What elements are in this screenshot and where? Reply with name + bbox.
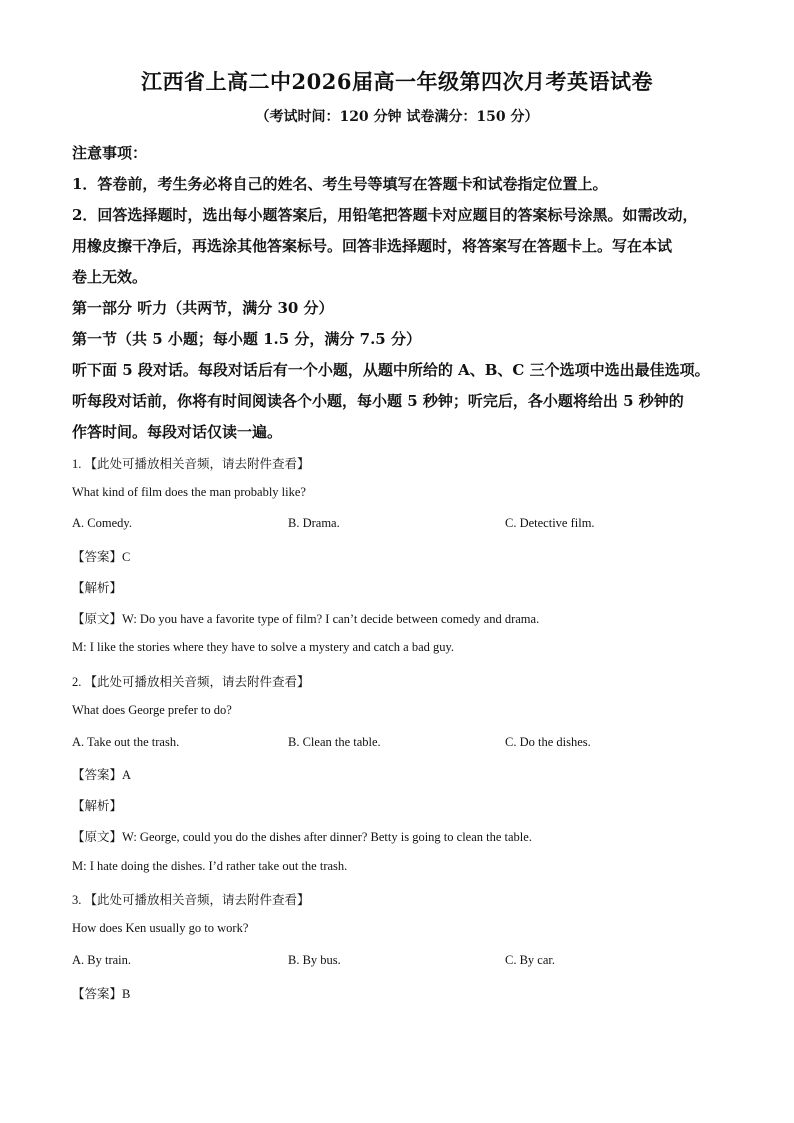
notes-item-2-line-1: 2．回答选择题时，选出每小题答案后，用铅笔把答题卡对应题目的答案标号涂黑。如需改动， [72, 206, 698, 224]
question-2-stem: What does George prefer to do? [72, 703, 232, 717]
question-2-audio-link[interactable]: 2. 【此处可播放相关音频，请去附件查看】 [72, 675, 310, 689]
notes-heading: 注意事项： [72, 144, 148, 162]
question-2-option-c: C. Do the dishes. [505, 735, 591, 749]
instructions-line-2: 听每段对话前，你将有时间阅读各个小题，每小题 5 秒钟；听完后，各小题将给出 5 秒钟的 [72, 392, 684, 410]
question-1-script-line-1: 【原文】W: Do you have a favorite type of film? I can’t decide between comedy and drama. [72, 612, 540, 626]
question-1-stem: What kind of film does the man probably like? [72, 485, 306, 499]
question-3-option-a: A. By train. [72, 953, 132, 967]
question-2-option-b: B. Clean the table. [288, 735, 381, 749]
instructions-line-3: 作答时间。每段对话仅读一遍。 [72, 423, 283, 441]
question-1-script-line-2: M: I like the stories where they have to solve a mystery and catch a bad guy. [72, 640, 455, 654]
instructions-line-1: 听下面 5 段对话。每段对话后有一个小题，从题中所给的 A、B、C 三个选项中选出最佳选项。 [72, 361, 710, 379]
question-3-audio-link[interactable]: 3. 【此处可播放相关音频，请去附件查看】 [72, 893, 310, 907]
question-1-analysis-label: 【解析】 [72, 581, 123, 595]
notes-item-1: 1．答卷前，考生务必将自己的姓名、考生号等填写在答题卡和试卷指定位置上。 [72, 175, 608, 193]
exam-title: 江西省上高二中2026届高一年级第四次月考英语试卷 [141, 69, 653, 94]
question-1-option-c: C. Detective film. [505, 516, 595, 530]
section-sub-heading: 第一节（共 5 小题；每小题 1.5 分，满分 7.5 分） [72, 330, 421, 348]
question-2-analysis-label: 【解析】 [72, 799, 123, 813]
notes-item-2-line-3: 卷上无效。 [72, 268, 148, 286]
question-1-option-a: A. Comedy. [72, 516, 132, 530]
question-1-answer: 【答案】C [72, 550, 131, 564]
question-2-option-a: A. Take out the trash. [72, 735, 180, 749]
question-3-answer: 【答案】B [72, 987, 131, 1001]
question-2-script-line-1: 【原文】W: George, could you do the dishes after dinner? Betty is going to clean the table. [72, 830, 532, 844]
question-1-audio-link[interactable]: 1. 【此处可播放相关音频，请去附件查看】 [72, 457, 310, 471]
section-part-heading: 第一部分 听力（共两节，满分 30 分） [72, 299, 334, 317]
question-1-option-b: B. Drama. [288, 516, 340, 530]
question-3-option-c: C. By car. [505, 953, 555, 967]
question-3-option-b: B. By bus. [288, 953, 341, 967]
question-2-answer: 【答案】A [72, 768, 132, 782]
question-3-stem: How does Ken usually go to work? [72, 921, 249, 935]
question-2-script-line-2: M: I hate doing the dishes. I’d rather take out the trash. [72, 859, 348, 873]
notes-item-2-line-2: 用橡皮擦干净后，再选涂其他答案标号。回答非选择题时，将答案写在答题卡上。写在本试 [72, 237, 673, 255]
exam-subtitle: （考试时间：120 分钟 试卷满分：150 分） [255, 109, 539, 125]
